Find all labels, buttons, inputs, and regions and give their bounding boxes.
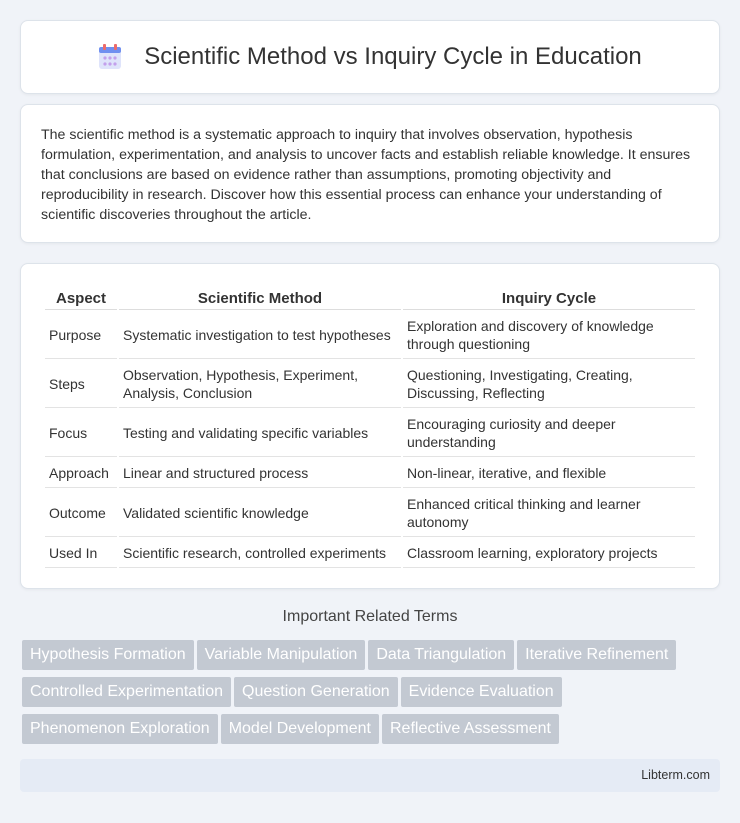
table-cell: Observation, Hypothesis, Experiment, Analysis, Conclusion	[119, 361, 401, 408]
table-cell: Linear and structured process	[119, 459, 401, 488]
header-aspect: Aspect	[45, 286, 117, 310]
header-scientific-method: Scientific Method	[119, 286, 401, 310]
table-row	[45, 539, 695, 568]
intro-card	[20, 104, 720, 243]
page-title: Scientific Method vs Inquiry Cycle in Education	[144, 43, 642, 70]
table-cell: Validated scientific knowledge	[119, 490, 401, 537]
related-terms-tags	[22, 640, 722, 751]
header-card	[20, 20, 720, 94]
tag-variable-manipulation[interactable]: Variable Manipulation	[197, 640, 366, 670]
table-cell: Approach	[45, 459, 117, 488]
table-cell: Questioning, Investigating, Creating, Discussing, Reflecting	[403, 361, 695, 408]
table-cell: Used In	[45, 539, 117, 568]
table-row	[45, 312, 695, 359]
table-cell: Steps	[45, 361, 117, 408]
tag-hypothesis-formation[interactable]: Hypothesis Formation	[22, 640, 194, 670]
table-cell: Testing and validating specific variables	[119, 410, 401, 457]
table-cell: Encouraging curiosity and deeper understanding	[403, 410, 695, 457]
table-cell: Purpose	[45, 312, 117, 359]
table-cell: Focus	[45, 410, 117, 457]
table-row	[45, 459, 695, 488]
intro-text: The scientific method is a systematic approach to inquiry that involves observation, hypothesis formulation, experimentation, and analysis to uncover facts and establish reliable knowledge. It ensures that conclusions are based on evidence rather than assumptions, promoting objectivity and reproducibility in research. Discover how this essential process can enhance your understanding of scientific discoveries throughout the article.	[41, 127, 691, 223]
related-terms-title: Important Related Terms	[282, 608, 458, 625]
tag-iterative-refinement[interactable]: Iterative Refinement	[517, 640, 676, 670]
document-icon	[98, 44, 122, 70]
table-cell: Outcome	[45, 490, 117, 537]
footer	[20, 759, 720, 792]
comparison-table	[43, 284, 697, 570]
table-row	[45, 361, 695, 408]
footer-site-link[interactable]: Libterm.com	[641, 768, 710, 782]
table-header-row	[45, 286, 695, 310]
table-cell: Scientific research, controlled experiments	[119, 539, 401, 568]
table-row	[45, 490, 695, 537]
header-inquiry-cycle: Inquiry Cycle	[403, 286, 695, 310]
tag-controlled-experimentation[interactable]: Controlled Experimentation	[22, 677, 231, 707]
tag-phenomenon-exploration[interactable]: Phenomenon Exploration	[22, 714, 218, 744]
comparison-card	[20, 263, 720, 589]
table-cell: Exploration and discovery of knowledge through questioning	[403, 312, 695, 359]
table-cell: Enhanced critical thinking and learner autonomy	[403, 490, 695, 537]
table-cell: Systematic investigation to test hypotheses	[119, 312, 401, 359]
tag-model-development[interactable]: Model Development	[221, 714, 379, 744]
table-cell: Classroom learning, exploratory projects	[403, 539, 695, 568]
table-row	[45, 410, 695, 457]
tag-question-generation[interactable]: Question Generation	[234, 677, 398, 707]
table-cell: Non-linear, iterative, and flexible	[403, 459, 695, 488]
tag-reflective-assessment[interactable]: Reflective Assessment	[382, 714, 559, 744]
tag-evidence-evaluation[interactable]: Evidence Evaluation	[401, 677, 562, 707]
tag-data-triangulation[interactable]: Data Triangulation	[368, 640, 514, 670]
